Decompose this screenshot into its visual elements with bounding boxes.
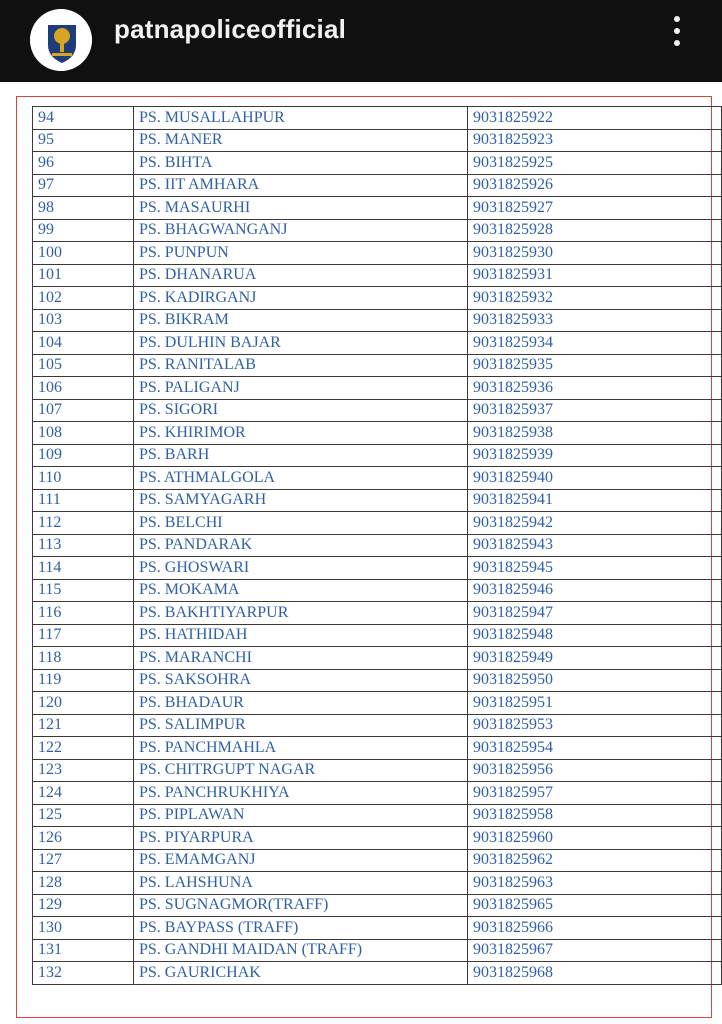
station-name-cell: PS. LAHSHUNA: [134, 872, 468, 895]
phone-number-cell: 9031825945: [468, 557, 722, 580]
phone-number-cell: 9031825934: [468, 332, 722, 355]
station-name-cell: PS. DHANARUA: [134, 264, 468, 287]
serial-number-cell: 113: [33, 534, 134, 557]
phone-number-cell: 9031825931: [468, 264, 722, 287]
serial-number-cell: 109: [33, 444, 134, 467]
serial-number-cell: 126: [33, 827, 134, 850]
serial-number-cell: 99: [33, 219, 134, 242]
station-name-cell: PS. ATHMALGOLA: [134, 467, 468, 490]
phone-number-cell: 9031825932: [468, 287, 722, 310]
phone-number-cell: 9031825937: [468, 399, 722, 422]
table-row: [33, 624, 722, 647]
station-name-cell: PS. PIPLAWAN: [134, 804, 468, 827]
serial-number-cell: 122: [33, 737, 134, 760]
station-name-cell: PS. MASAURHI: [134, 197, 468, 220]
station-name-cell: PS. SAMYAGARH: [134, 489, 468, 512]
serial-number-cell: 101: [33, 264, 134, 287]
phone-number-cell: 9031825954: [468, 737, 722, 760]
station-name-cell: PS. MUSALLAHPUR: [134, 107, 468, 130]
phone-number-cell: 9031825962: [468, 849, 722, 872]
table-row: [33, 647, 722, 670]
station-name-cell: PS. BELCHI: [134, 512, 468, 535]
table-row: [33, 579, 722, 602]
station-name-cell: PS. SALIMPUR: [134, 714, 468, 737]
table-row: [33, 827, 722, 850]
station-name-cell: PS. BIHTA: [134, 152, 468, 175]
table-row: [33, 264, 722, 287]
station-name-cell: PS. KADIRGANJ: [134, 287, 468, 310]
station-name-cell: PS. KHIRIMOR: [134, 422, 468, 445]
serial-number-cell: 97: [33, 174, 134, 197]
phone-number-cell: 9031825948: [468, 624, 722, 647]
table-row: [33, 894, 722, 917]
serial-number-cell: 105: [33, 354, 134, 377]
station-name-cell: PS. SAKSOHRA: [134, 669, 468, 692]
serial-number-cell: 98: [33, 197, 134, 220]
serial-number-cell: 117: [33, 624, 134, 647]
phone-number-cell: 9031825968: [468, 962, 722, 985]
table-row: [33, 152, 722, 175]
station-name-cell: PS. PALIGANJ: [134, 377, 468, 400]
phone-number-cell: 9031825933: [468, 309, 722, 332]
phone-number-cell: 9031825938: [468, 422, 722, 445]
phone-number-cell: 9031825957: [468, 782, 722, 805]
phone-number-cell: 9031825965: [468, 894, 722, 917]
table-row: [33, 804, 722, 827]
serial-number-cell: 108: [33, 422, 134, 445]
table-row: [33, 219, 722, 242]
profile-avatar[interactable]: [30, 9, 92, 71]
phone-number-cell: 9031825943: [468, 534, 722, 557]
table-row: [33, 872, 722, 895]
police-station-table: [32, 106, 722, 985]
station-name-cell: PS. MANER: [134, 129, 468, 152]
station-name-cell: PS. RANITALAB: [134, 354, 468, 377]
station-name-cell: PS. SIGORI: [134, 399, 468, 422]
station-name-cell: PS. GHOSWARI: [134, 557, 468, 580]
serial-number-cell: 96: [33, 152, 134, 175]
phone-number-cell: 9031825940: [468, 467, 722, 490]
table-row: [33, 534, 722, 557]
station-name-cell: PS. GAURICHAK: [134, 962, 468, 985]
table-row: [33, 107, 722, 130]
serial-number-cell: 118: [33, 647, 134, 670]
serial-number-cell: 129: [33, 894, 134, 917]
station-name-cell: PS. BHAGWANGANJ: [134, 219, 468, 242]
phone-number-cell: 9031825926: [468, 174, 722, 197]
table-row: [33, 309, 722, 332]
station-name-cell: PS. SUGNAGMOR(TRAFF): [134, 894, 468, 917]
station-name-cell: PS. CHITRGUPT NAGAR: [134, 759, 468, 782]
serial-number-cell: 127: [33, 849, 134, 872]
serial-number-cell: 111: [33, 489, 134, 512]
phone-number-cell: 9031825927: [468, 197, 722, 220]
table-row: [33, 737, 722, 760]
serial-number-cell: 121: [33, 714, 134, 737]
serial-number-cell: 106: [33, 377, 134, 400]
serial-number-cell: 128: [33, 872, 134, 895]
serial-number-cell: 124: [33, 782, 134, 805]
serial-number-cell: 131: [33, 939, 134, 962]
station-name-cell: PS. PIYARPURA: [134, 827, 468, 850]
table-row: [33, 129, 722, 152]
station-name-cell: PS. MARANCHI: [134, 647, 468, 670]
table-row: [33, 444, 722, 467]
station-name-cell: PS. BIKRAM: [134, 309, 468, 332]
station-name-cell: PS. BAYPASS (TRAFF): [134, 917, 468, 940]
bihar-police-emblem-icon: [30, 9, 92, 71]
serial-number-cell: 95: [33, 129, 134, 152]
serial-number-cell: 123: [33, 759, 134, 782]
table-row: [33, 962, 722, 985]
station-name-cell: PS. PANCHMAHLA: [134, 737, 468, 760]
station-name-cell: PS. PANDARAK: [134, 534, 468, 557]
station-name-cell: PS. BAKHTIYARPUR: [134, 602, 468, 625]
phone-number-cell: 9031825953: [468, 714, 722, 737]
phone-number-cell: 9031825963: [468, 872, 722, 895]
phone-number-cell: 9031825925: [468, 152, 722, 175]
table-row: [33, 354, 722, 377]
table-row: [33, 197, 722, 220]
phone-number-cell: 9031825947: [468, 602, 722, 625]
phone-number-cell: 9031825942: [468, 512, 722, 535]
phone-number-cell: 9031825936: [468, 377, 722, 400]
phone-number-cell: 9031825922: [468, 107, 722, 130]
phone-number-cell: 9031825966: [468, 917, 722, 940]
serial-number-cell: 120: [33, 692, 134, 715]
table-row: [33, 692, 722, 715]
table-row: [33, 174, 722, 197]
phone-number-cell: 9031825939: [468, 444, 722, 467]
serial-number-cell: 110: [33, 467, 134, 490]
table-row: [33, 557, 722, 580]
table-row: [33, 242, 722, 265]
phone-number-cell: 9031825950: [468, 669, 722, 692]
table-row: [33, 399, 722, 422]
station-name-cell: PS. BHADAUR: [134, 692, 468, 715]
serial-number-cell: 94: [33, 107, 134, 130]
serial-number-cell: 107: [33, 399, 134, 422]
phone-number-cell: 9031825930: [468, 242, 722, 265]
station-name-cell: PS. DULHIN BAJAR: [134, 332, 468, 355]
more-vertical-icon[interactable]: [664, 14, 690, 48]
serial-number-cell: 112: [33, 512, 134, 535]
serial-number-cell: 132: [33, 962, 134, 985]
serial-number-cell: 116: [33, 602, 134, 625]
table-row: [33, 849, 722, 872]
station-name-cell: PS. HATHIDAH: [134, 624, 468, 647]
phone-number-cell: 9031825956: [468, 759, 722, 782]
serial-number-cell: 103: [33, 309, 134, 332]
station-name-cell: PS. PUNPUN: [134, 242, 468, 265]
table-row: [33, 489, 722, 512]
serial-number-cell: 125: [33, 804, 134, 827]
table-row: [33, 917, 722, 940]
phone-number-cell: 9031825960: [468, 827, 722, 850]
post-header: [0, 0, 722, 82]
phone-number-cell: 9031825949: [468, 647, 722, 670]
phone-number-cell: 9031825935: [468, 354, 722, 377]
table-row: [33, 714, 722, 737]
serial-number-cell: 104: [33, 332, 134, 355]
table-row: [33, 467, 722, 490]
phone-number-cell: 9031825958: [468, 804, 722, 827]
station-name-cell: PS. PANCHRUKHIYA: [134, 782, 468, 805]
station-name-cell: PS. BARH: [134, 444, 468, 467]
serial-number-cell: 102: [33, 287, 134, 310]
table-row: [33, 332, 722, 355]
phone-number-cell: 9031825928: [468, 219, 722, 242]
station-name-cell: PS. GANDHI MAIDAN (TRAFF): [134, 939, 468, 962]
table-row: [33, 422, 722, 445]
phone-number-cell: 9031825967: [468, 939, 722, 962]
serial-number-cell: 100: [33, 242, 134, 265]
station-name-cell: PS. EMAMGANJ: [134, 849, 468, 872]
table-row: [33, 602, 722, 625]
serial-number-cell: 119: [33, 669, 134, 692]
phone-number-cell: 9031825946: [468, 579, 722, 602]
table-row: [33, 512, 722, 535]
phone-number-cell: 9031825941: [468, 489, 722, 512]
table-row: [33, 939, 722, 962]
station-name-cell: PS. IIT AMHARA: [134, 174, 468, 197]
table-row: [33, 669, 722, 692]
table-row: [33, 377, 722, 400]
table-row: [33, 782, 722, 805]
phone-number-cell: 9031825951: [468, 692, 722, 715]
serial-number-cell: 115: [33, 579, 134, 602]
table-row: [33, 287, 722, 310]
account-username[interactable]: patnapoliceofficial: [114, 14, 347, 44]
station-name-cell: PS. MOKAMA: [134, 579, 468, 602]
serial-number-cell: 114: [33, 557, 134, 580]
serial-number-cell: 130: [33, 917, 134, 940]
phone-number-cell: 9031825923: [468, 129, 722, 152]
table-row: [33, 759, 722, 782]
